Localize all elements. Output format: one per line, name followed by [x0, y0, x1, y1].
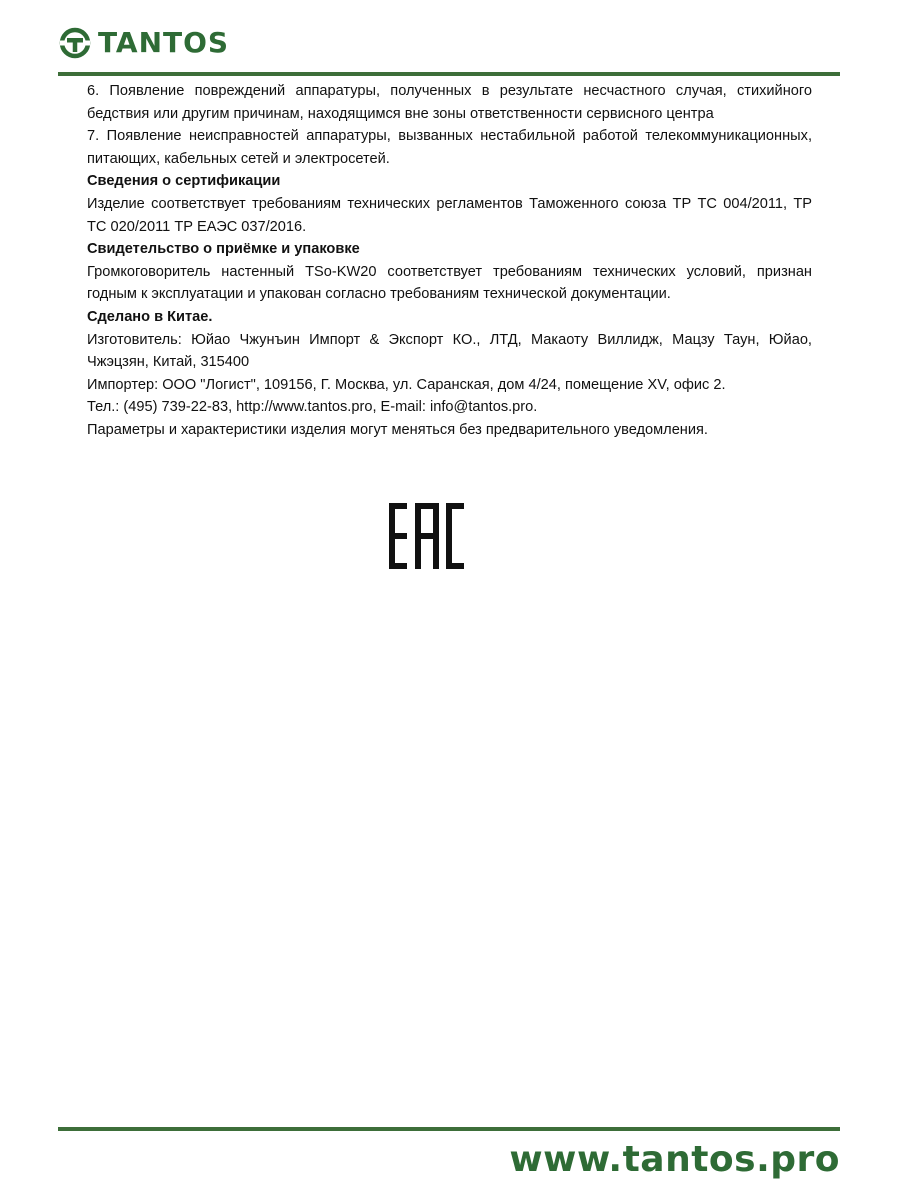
footer-divider — [58, 1127, 840, 1131]
certification-heading: Сведения о сертификации — [87, 173, 281, 190]
made-in-heading: Сделано в Китае. — [87, 308, 213, 325]
website-url[interactable]: www.tantos.pro — [509, 1139, 840, 1180]
eac-mark-icon — [389, 503, 464, 569]
manufacturer-text: Изготовитель: Юйао Чжунъин Импорт & Экспорт КО., ЛТД, Макаоту Виллидж, Мацзу Таун, Юйао, Чжэцзян, Китай, 315400 — [87, 331, 812, 371]
importer-text: Импортер: ООО "Логист", 109156, Г. Москва, ул. Саранская, дом 4/24, помещение XV, офис 2. — [87, 376, 726, 393]
acceptance-text: Громкоговоритель настенный TSo-KW20 соответствует требованиям технических условий, признан годным к эксплуатации и упакован согласно требованиям технической документации. — [87, 263, 812, 303]
header-divider — [58, 72, 840, 76]
notice-text: Параметры и характеристики изделия могут меняться без предварительного уведомления. — [87, 421, 708, 438]
contacts-text: Тел.: (495) 739-22-83, http://www.tantos.pro, E-mail: info@tantos.pro. — [87, 399, 538, 416]
warranty-exclusion-item-6: 6. Появление повреждений аппаратуры, полученных в результате несчастного случая, стихийного бедствия или другим причинам, находящимся вне зоны ответственности сервисного центра — [87, 83, 812, 122]
brand-logo — [58, 24, 229, 62]
warranty-exclusion-item-7: 7. Появление неисправностей аппаратуры, вызванных нестабильной работой телекоммуникационных, питающих, кабельных сетей и электросетей. — [87, 128, 812, 167]
acceptance-heading: Свидетельство о приёмке и упаковке — [87, 241, 360, 258]
certification-text: Изделие соответствует требованиям технических регламентов Таможенного союза ТР ТС 004/2011, ТР ТС 020/2011 ТР ЕАЭС 037/2016. — [87, 195, 812, 235]
brand-name: TANTOS — [98, 26, 230, 59]
document-body — [87, 80, 812, 442]
tantos-logo-icon — [58, 26, 92, 60]
